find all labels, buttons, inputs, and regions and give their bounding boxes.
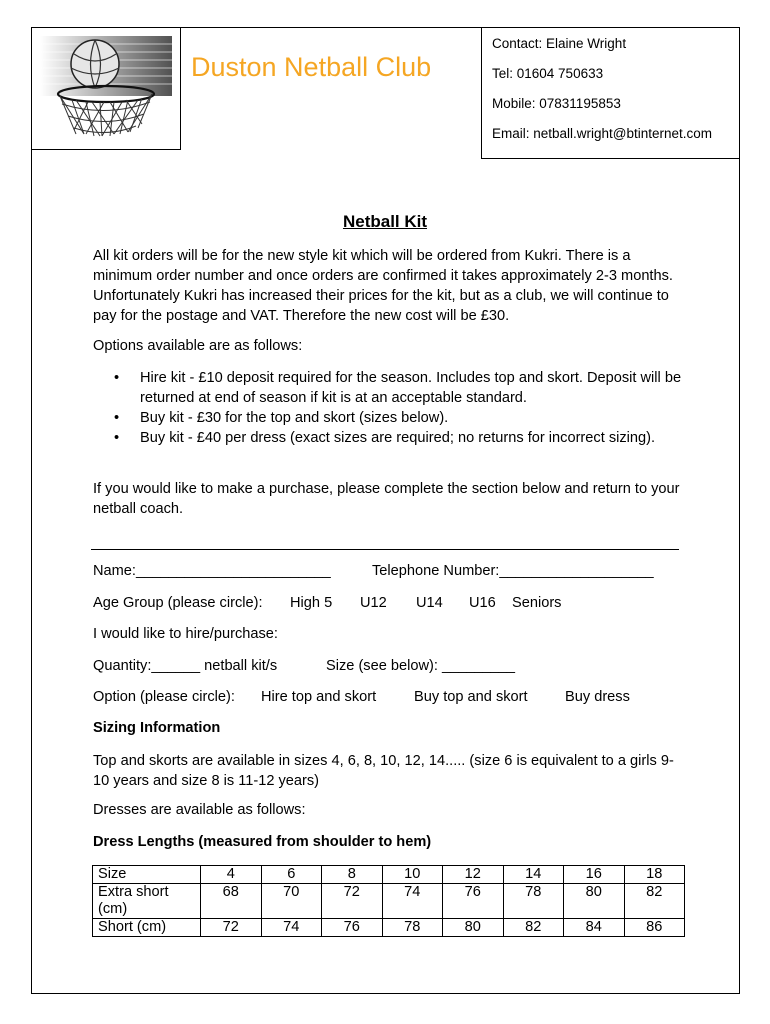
table-cell: 78: [382, 919, 443, 937]
hire-purchase-label: I would like to hire/purchase:: [93, 626, 278, 642]
dresses-text: Dresses are available as follows:: [93, 802, 306, 818]
bullet-icon: •: [114, 430, 120, 446]
list-item: [93, 428, 683, 448]
contact-email: Email: netball.wright@btinternet.com: [492, 126, 713, 141]
option-buy-dress[interactable]: Buy dress: [565, 689, 630, 705]
name-field[interactable]: Name:________________________: [93, 563, 331, 579]
option-hire[interactable]: Hire top and skort: [261, 689, 377, 705]
options-heading: Options available are as follows:: [93, 338, 303, 354]
option-label: Option (please circle):: [93, 689, 235, 705]
table-cell: 6: [261, 866, 322, 884]
age-group-high5[interactable]: High 5: [290, 595, 333, 611]
table-cell: 10: [382, 866, 443, 884]
purchase-note: If you would like to make a purchase, please complete the section below and return to your netball coach.: [93, 481, 680, 517]
list-item: [93, 408, 683, 428]
dress-lengths-heading: Dress Lengths (measured from shoulder to hem): [93, 834, 432, 850]
size-field[interactable]: Size (see below): _________: [326, 658, 516, 674]
table-cell: Short (cm): [93, 919, 201, 937]
table-cell: 68: [201, 884, 262, 919]
table-row: [93, 884, 685, 919]
option-text: Buy kit - £30 for the top and skort (sizes below).: [140, 410, 449, 426]
page-title: Netball Kit: [342, 212, 428, 231]
quantity-field[interactable]: Quantity:______ netball kit/s: [93, 658, 278, 674]
contact-mobile: Mobile: 07831195853: [492, 96, 621, 111]
section-divider: [91, 549, 679, 550]
table-cell: Size: [93, 866, 201, 884]
option-buy-top-skort[interactable]: Buy top and skort: [414, 689, 528, 705]
contact-tel: Tel: 01604 750633: [492, 66, 604, 81]
option-text: Hire kit - £10 deposit required for the season. Includes top and skort. Deposit will be returned at end of season if kit is at an acceptable standard.: [140, 370, 682, 406]
table-cell: 80: [564, 884, 625, 919]
table-cell: 84: [564, 919, 625, 937]
sizing-text: Top and skorts are available in sizes 4, 6, 8, 10, 12, 14..... (size 6 is equivalent to a girls 9-10 years and size 8 is 11-12 years): [93, 753, 674, 789]
bullet-icon: •: [114, 410, 120, 426]
club-name: Duston Netball Club: [191, 52, 432, 82]
bullet-icon: •: [114, 370, 120, 386]
table-cell: 72: [201, 919, 262, 937]
table-cell: Extra short (cm): [93, 884, 201, 919]
age-group-seniors[interactable]: Seniors: [512, 595, 562, 611]
netball-hoop-logo: [40, 36, 172, 141]
age-group-label: Age Group (please circle):: [93, 595, 263, 611]
table-cell: 72: [322, 884, 383, 919]
table-cell: 8: [322, 866, 383, 884]
dress-size-table: [92, 865, 685, 937]
age-group-u16[interactable]: U16: [469, 595, 496, 611]
table-cell: 74: [382, 884, 443, 919]
list-item: [93, 368, 683, 408]
contact-box: [481, 27, 740, 159]
table-cell: 80: [443, 919, 504, 937]
table-cell: 16: [564, 866, 625, 884]
table-cell: 70: [261, 884, 322, 919]
sizing-heading: Sizing Information: [93, 720, 221, 736]
table-cell: 82: [503, 919, 564, 937]
table-cell: 78: [503, 884, 564, 919]
contact-name: Contact: Elaine Wright: [492, 36, 627, 51]
table-cell: 14: [503, 866, 564, 884]
telephone-field[interactable]: Telephone Number:___________________: [372, 563, 654, 579]
table-cell: 82: [624, 884, 685, 919]
table-cell: 4: [201, 866, 262, 884]
table-row: [93, 866, 685, 884]
table-row: [93, 919, 685, 937]
table-cell: 12: [443, 866, 504, 884]
table-cell: 18: [624, 866, 685, 884]
intro-paragraph: All kit orders will be for the new style kit which will be ordered from Kukri. There is a minimum order number and once orders are confirmed it takes approximately 2-3 months. Unfortunately Kukri has increased their prices for the kit, but as a club, we will continue to pay for the postage and VAT. Therefore the new cost will be £30.: [93, 248, 673, 324]
options-list: [93, 368, 683, 448]
table-cell: 76: [322, 919, 383, 937]
table-cell: 74: [261, 919, 322, 937]
age-group-u12[interactable]: U12: [360, 595, 387, 611]
option-text: Buy kit - £40 per dress (exact sizes are required; no returns for incorrect sizing).: [140, 430, 656, 446]
logo-box: [31, 27, 181, 150]
table-cell: 76: [443, 884, 504, 919]
age-group-u14[interactable]: U14: [416, 595, 443, 611]
table-cell: 86: [624, 919, 685, 937]
